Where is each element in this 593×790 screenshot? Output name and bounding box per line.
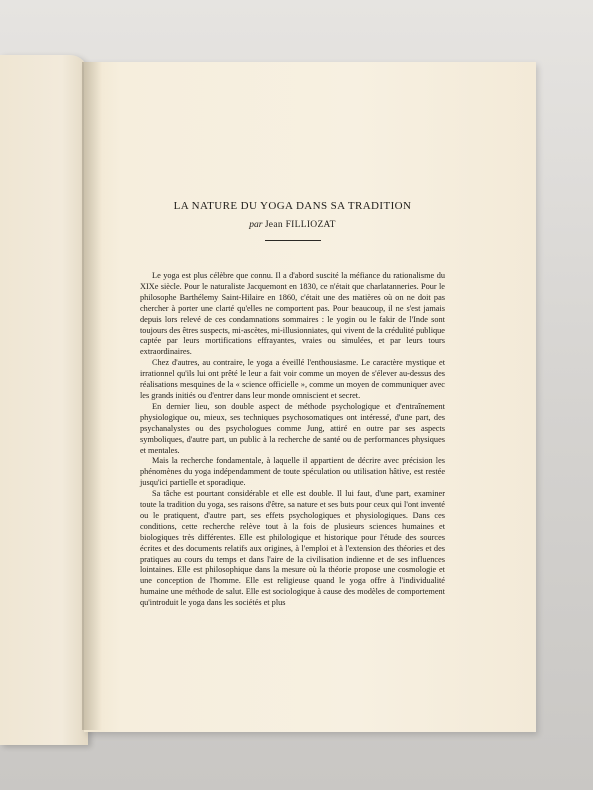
left-page-edge bbox=[0, 55, 88, 745]
paragraph: Sa tâche est pourtant considérable et elle est double. Il lui faut, d'une part, examiner toute la tradition du yoga, ses raisons d'être, sa nature et ses buts pour ceux qui l'ont inventé ou le pratiquent, d'autre part, ses effets psychologiques et physiologiques. Dans ces conditions, cette recherche relève tout à la fois de plusieurs sciences humaines et biologiques très différentes. Elle est philologique et historique pour l'étude des sources écrites et des documents relatifs aux origines, à l'emploi et à l'extension des théories et des pratiques au cours du temps et dans l'aire de la civilisation indienne et de ses influences lointaines. Elle est philosophique dans la mesure où la théorie propose une cosmologie et une conception de l'homme. Elle est religieuse quand le yoga offre à l'individualité humaine une méthode de salut. Elle est sociologique à cause des modèles de comportement qu'introduit le yoga dans les sociétés et plus bbox=[140, 489, 445, 608]
article bbox=[140, 200, 445, 609]
paragraph: En dernier lieu, son double aspect de méthode psychologique et d'entraînement physiologique ou, mieux, ses techniques psychosomatiques ont intéressé, d'une part, des psychanalystes ou des psychologues comme Jung, attiré en outre par ses aspects symboliques, d'autre part, un public à la recherche de santé ou de performances physiques et mentales. bbox=[140, 401, 445, 455]
article-body bbox=[140, 271, 445, 609]
author-name: Jean FILLIOZAT bbox=[264, 220, 336, 230]
article-title: LA NATURE DU YOGA DANS SA TRADITION bbox=[173, 200, 412, 212]
paragraph: Le yoga est plus célèbre que connu. Il a d'abord suscité la méfiance du rationalisme du XIXe siècle. Pour le naturaliste Jacquemont en 1830, ce n'était que charlatanneries. Pour le philosophe Barthélemy Saint-Hilaire en 1860, c'était une des matières où on ne doit pas chercher à porter une clarté qu'elles ne comportent pas. Pour beaucoup, il ne s'est jamais depuis lors relevé de ces condamnations sommaires : le yogin ou le fakir de l'Inde sont toujours des êtres suspects, mi-ascètes, mi-illusionniates, qui vivent de la crédulité publique captée par leurs mortifications effrayantes, vraies ou simulées, et par leurs tours extraordinaires. bbox=[140, 271, 445, 357]
paragraph: Mais la recherche fondamentale, à laquelle il appartient de décrire avec précision les phénomènes du yoga indépendamment de toute spéculation ou utilisation hâtive, est restée jusqu'ici partielle et sporadique. bbox=[140, 456, 445, 488]
paragraph: Chez d'autres, au contraire, le yoga a éveillé l'enthousiasme. Le caractère mystique et irrationnel qu'ils lui ont prêté le leur a fait voir comme un moyen de s'élever au-dessus des réalisations mesquines de la « science officielle », comme un moyen de communiquer avec les grands initiés ou d'entrer dans leur monde omniscient et secret. bbox=[140, 358, 445, 400]
gutter-shadow bbox=[82, 62, 102, 730]
byline bbox=[140, 220, 445, 230]
title-rule bbox=[265, 240, 321, 241]
byline-prefix: par bbox=[249, 220, 265, 230]
